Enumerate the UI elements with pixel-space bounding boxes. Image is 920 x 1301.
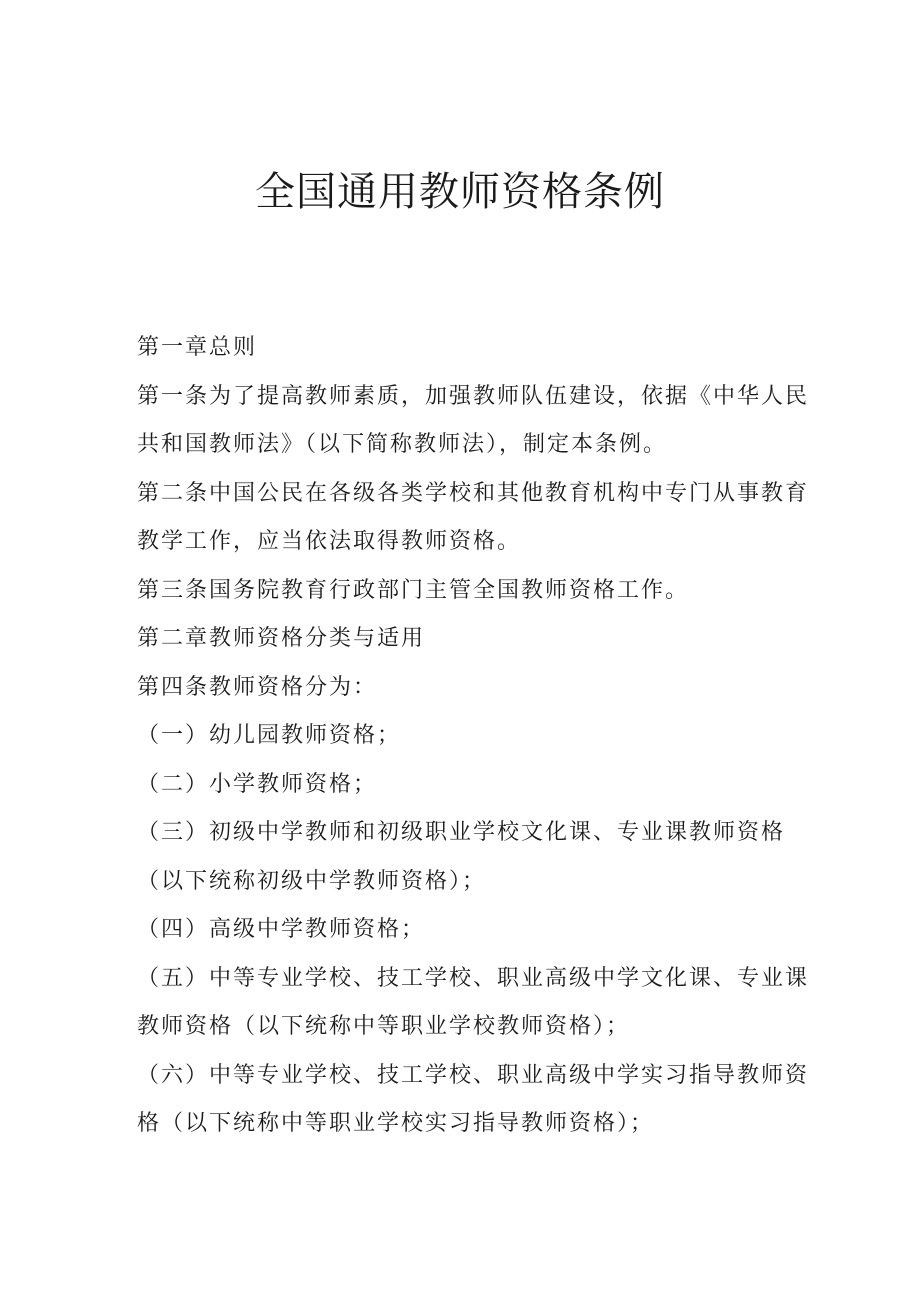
body-line: （以下统称初级中学教师资格）； bbox=[137, 868, 487, 894]
body-line: （五）中等专业学校、技工学校、职业高级中学文化课、专业课 bbox=[137, 965, 810, 991]
body-line: 第二条中国公民在各级各类学校和其他教育机构中专门从事教育 bbox=[137, 480, 810, 506]
body-line: 第三条国务院教育行政部门主管全国教师资格工作。 bbox=[137, 577, 690, 603]
body-line: 教学工作，应当依法取得教师资格。 bbox=[137, 529, 522, 554]
body-line: 共和国教师法》（以下简称教师法），制定本条例。 bbox=[137, 432, 668, 457]
body-line: 第二章教师资格分类与适用 bbox=[137, 626, 426, 651]
body-line: （一）幼儿园教师资格； bbox=[137, 723, 402, 748]
body-line: （四）高级中学教师资格； bbox=[137, 917, 426, 942]
body-line: 格（以下统称中等职业学校实习指导教师资格）； bbox=[137, 1111, 655, 1136]
document-body bbox=[137, 324, 810, 1149]
body-line: （三）初级中学教师和初级职业学校文化课、专业课教师资格 bbox=[137, 820, 786, 845]
body-line: 第四条教师资格分为： bbox=[137, 674, 378, 700]
document-title: 全国通用教师资格条例 bbox=[255, 169, 665, 215]
body-line: （六）中等专业学校、技工学校、职业高级中学实习指导教师资 bbox=[137, 1062, 810, 1088]
body-line: （二）小学教师资格； bbox=[137, 771, 378, 797]
body-line: 第一章总则 bbox=[137, 335, 258, 360]
body-line: 教师资格（以下统称中等职业学校教师资格）； bbox=[137, 1014, 631, 1039]
body-line: 第一条为了提高教师素质，加强教师队伍建设，依据《中华人民 bbox=[137, 383, 810, 409]
